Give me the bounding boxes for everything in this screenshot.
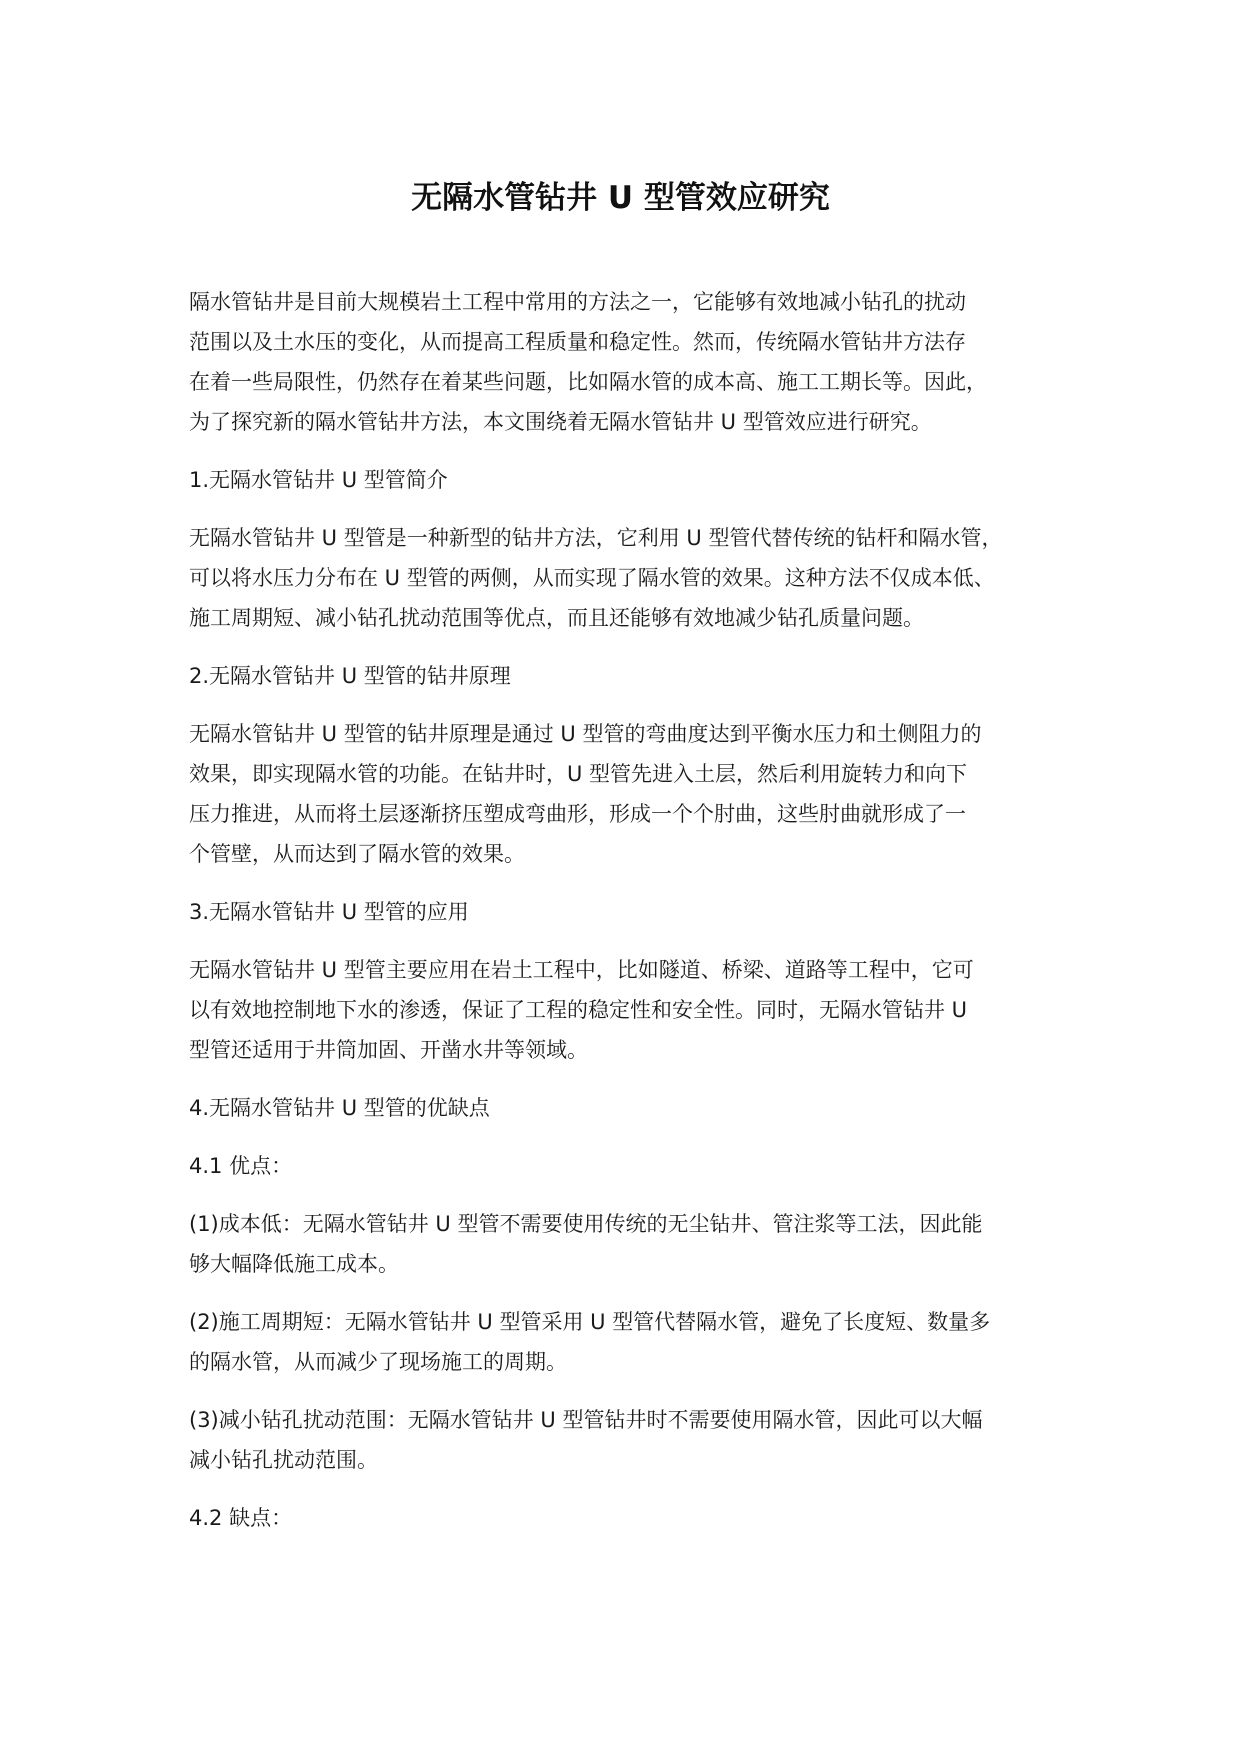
text-line: 可以将水压力分布在 U 型管的两侧，从而实现了隔水管的效果。这种方法不仅成本低、 <box>189 566 995 590</box>
text-line: 个管壁，从而达到了隔水管的效果。 <box>189 842 525 866</box>
text-line: 为了探究新的隔水管钻井方法，本文围绕着无隔水管钻井 U 型管效应进行研究。 <box>189 410 932 434</box>
section-1-paragraph <box>189 518 1089 638</box>
text-line: (3)减小钻孔扰动范围：无隔水管钻井 U 型管钻井时不需要使用隔水管，因此可以大幅 <box>189 1408 983 1432</box>
text-line: 够大幅降低施工成本。 <box>189 1252 399 1276</box>
document-body <box>189 282 1089 1556</box>
text-line: 隔水管钻井是目前大规模岩土工程中常用的方法之一，它能够有效地减小钻孔的扰动 <box>189 290 966 314</box>
text-line: (2)施工周期短：无隔水管钻井 U 型管采用 U 型管代替隔水管，避免了长度短、数量多 <box>189 1310 991 1334</box>
section-4-1-heading: 4.1 优点： <box>189 1154 293 1178</box>
text-line: 施工周期短、减小钻孔扰动范围等优点，而且还能够有效地减少钻孔质量问题。 <box>189 606 924 630</box>
text-line: (1)成本低：无隔水管钻井 U 型管不需要使用传统的无尘钻井、管注浆等工法，因此能 <box>189 1212 983 1236</box>
text-line: 范围以及土水压的变化，从而提高工程质量和稳定性。然而，传统隔水管钻井方法存 <box>189 330 966 354</box>
section-3-heading: 3.无隔水管钻井 U 型管的应用 <box>189 900 469 924</box>
text-line: 的隔水管，从而减少了现场施工的周期。 <box>189 1350 567 1374</box>
advantage-item-1 <box>189 1204 1089 1284</box>
text-line: 以有效地控制地下水的渗透，保证了工程的稳定性和安全性。同时，无隔水管钻井 U <box>189 998 968 1022</box>
section-4-heading: 4.无隔水管钻井 U 型管的优缺点 <box>189 1096 490 1120</box>
advantage-item-3 <box>189 1400 1089 1480</box>
section-4-2-heading: 4.2 缺点： <box>189 1506 293 1530</box>
section-2-paragraph <box>189 714 1089 874</box>
text-line: 无隔水管钻井 U 型管主要应用在岩土工程中，比如隧道、桥梁、道路等工程中，它可 <box>189 958 974 982</box>
section-1-heading: 1.无隔水管钻井 U 型管简介 <box>189 468 448 492</box>
text-line: 在着一些局限性，仍然存在着某些问题，比如隔水管的成本高、施工工期长等。因此， <box>189 370 987 394</box>
text-line: 无隔水管钻井 U 型管的钻井原理是通过 U 型管的弯曲度达到平衡水压力和土侧阻力的 <box>189 722 982 746</box>
advantage-item-2 <box>189 1302 1089 1382</box>
section-2-heading: 2.无隔水管钻井 U 型管的钻井原理 <box>189 664 511 688</box>
document-title: 无隔水管钻井 U 型管效应研究 <box>411 180 830 216</box>
text-line: 减小钻孔扰动范围。 <box>189 1448 378 1472</box>
section-3-paragraph <box>189 950 1089 1070</box>
text-line: 效果，即实现隔水管的功能。在钻井时，U 型管先进入土层，然后利用旋转力和向下 <box>189 762 968 786</box>
text-line: 压力推进，从而将土层逐渐挤压塑成弯曲形，形成一个个肘曲，这些肘曲就形成了一 <box>189 802 966 826</box>
text-line: 无隔水管钻井 U 型管是一种新型的钻井方法，它利用 U 型管代替传统的钻杆和隔水管， <box>189 526 1003 550</box>
intro-paragraph <box>189 282 1089 442</box>
text-line: 型管还适用于井筒加固、开凿水井等领域。 <box>189 1038 588 1062</box>
